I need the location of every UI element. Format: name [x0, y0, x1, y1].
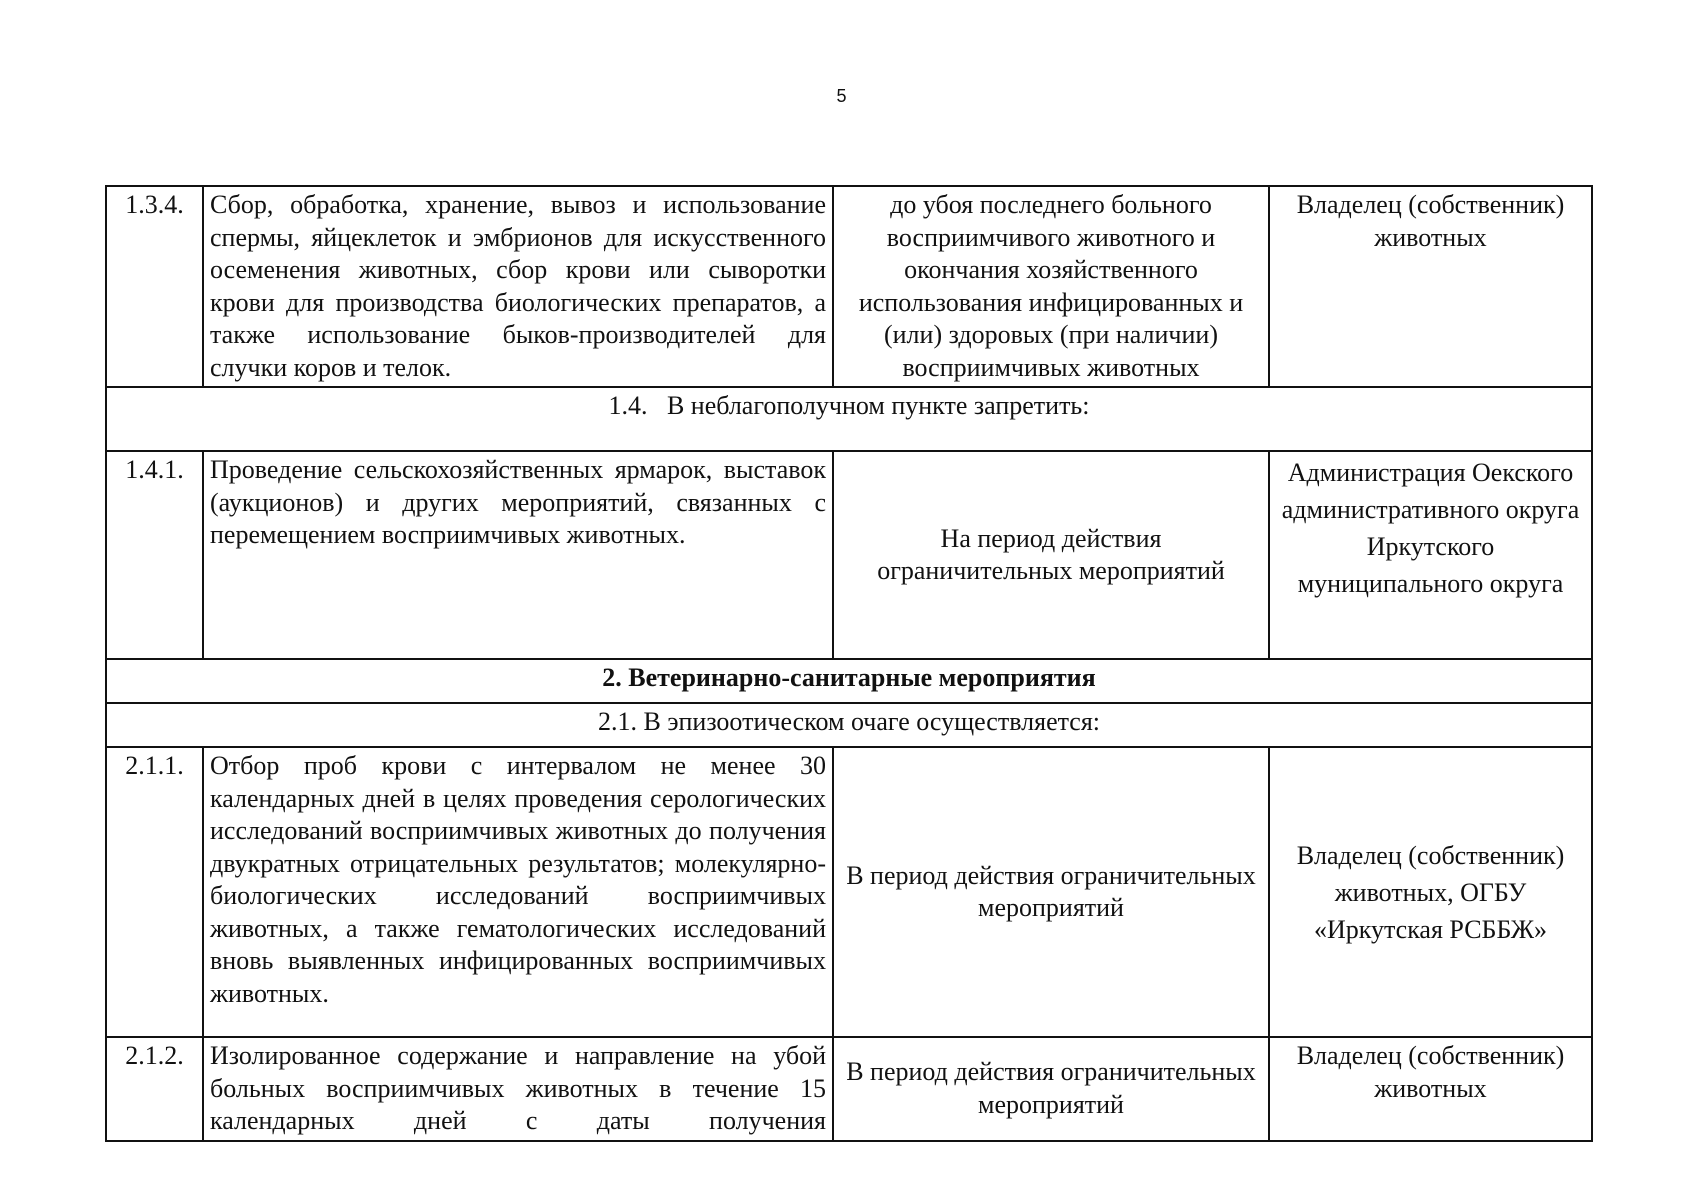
table-row-1-3-4 [106, 186, 1592, 387]
section-row-2-1 [106, 703, 1592, 747]
row-number: 1.4.1. [106, 451, 203, 659]
table-row-2-1-2 [106, 1037, 1592, 1141]
table-row-2-1-1 [106, 747, 1592, 1037]
measure-responsible: Администрация Оекского административного округа Иркутского муниципального округа [1269, 451, 1592, 659]
page-number: 5 [836, 86, 847, 106]
section-heading: 2.1. В эпизоотическом очаге осуществляется: [106, 703, 1592, 747]
section-heading: 2. Ветеринарно-санитарные мероприятия [106, 659, 1592, 703]
measures-table [105, 185, 1593, 1142]
measure-responsible: Владелец (собственник) животных [1269, 1037, 1592, 1141]
measure-description: Изолированное содержание и направление на убой больных восприимчивых животных в течение 15 календарных дней с даты получения [203, 1037, 833, 1141]
section-row-2 [106, 659, 1592, 703]
measure-responsible: Владелец (собственник) животных [1269, 186, 1592, 387]
measure-period: На период действия ограничительных мероприятий [833, 451, 1269, 659]
measure-period: В период действия ограничительных мероприятий [833, 747, 1269, 1037]
section-row-1-4 [106, 387, 1592, 451]
measure-period: до убоя последнего больного восприимчивого животного и окончания хозяйственного использования инфицированных и (или) здоровых (при наличии) восприимчивых животных [833, 186, 1269, 387]
measure-period: В период действия ограничительных мероприятий [833, 1037, 1269, 1141]
table-row-1-4-1 [106, 451, 1592, 659]
measure-description: Проведение сельскохозяйственных ярмарок, выставок (аукционов) и других мероприятий, связанных с перемещением восприимчивых животных. [203, 451, 833, 659]
row-number: 1.3.4. [106, 186, 203, 387]
row-number: 2.1.1. [106, 747, 203, 1037]
measure-description: Отбор проб крови с интервалом не менее 30 календарных дней в целях проведения серологических исследований восприимчивых животных до получения двукратных отрицательных результатов; молекулярно-биологических исследований восприимчивых животных, а также гематологических исследований вновь выявленных инфицированных восприимчивых животных. [203, 747, 833, 1037]
section-heading: 1.4. В неблагополучном пункте запретить: [106, 387, 1592, 451]
measure-responsible: Владелец (собственник) животных, ОГБУ «Иркутская РСББЖ» [1269, 747, 1592, 1037]
row-number: 2.1.2. [106, 1037, 203, 1141]
measure-description: Сбор, обработка, хранение, вывоз и использование спермы, яйцеклеток и эмбрионов для искусственного осеменения животных, сбор крови или сыворотки крови для производства биологических препаратов, а также использование быков-производителей для случки коров и телок. [203, 186, 833, 387]
